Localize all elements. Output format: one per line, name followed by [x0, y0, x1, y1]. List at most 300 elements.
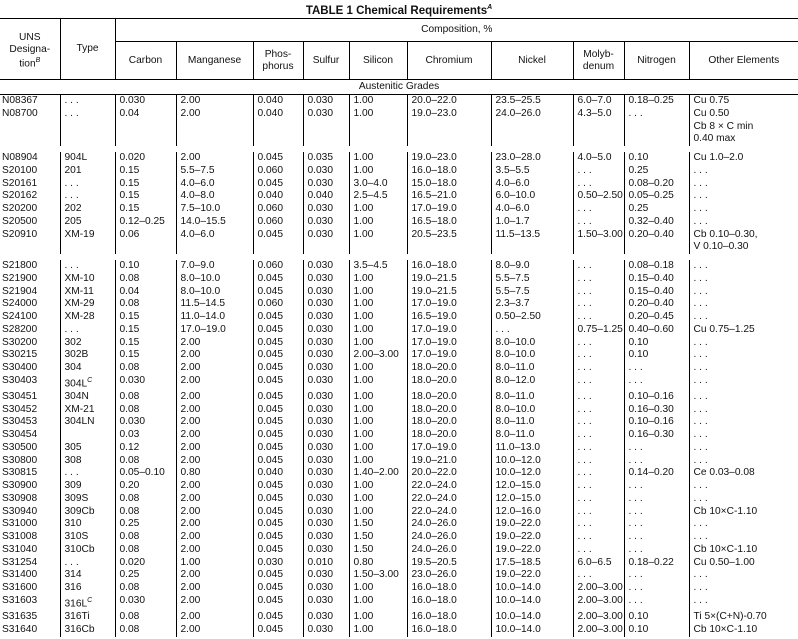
- uns-cell: S31000: [2, 518, 38, 530]
- sulfur-cell: [303, 133, 349, 146]
- nickel-cell: . . .: [491, 324, 573, 337]
- type-value: 302B: [64, 349, 89, 361]
- uns-cell: S30940: [2, 505, 38, 517]
- table-row: [0, 624, 798, 637]
- type-value: 310Cb: [64, 543, 95, 555]
- chromium-cell: 18.0–20.0: [407, 362, 491, 375]
- uns-cell: N08367: [2, 95, 38, 106]
- type-cell: [60, 298, 115, 311]
- type-cell: [60, 531, 115, 544]
- chromium-cell: 18.0–20.0: [407, 375, 491, 391]
- molybdenum-cell: [573, 133, 624, 146]
- sulfur-header: Sulfur: [303, 42, 349, 80]
- manganese-cell: 2.00: [176, 531, 253, 544]
- molybdenum-cell: 4.0–5.0: [573, 152, 624, 165]
- type-cell: [60, 121, 115, 134]
- manganese-cell: [176, 133, 253, 146]
- type-value: 314: [64, 569, 82, 581]
- carbon-cell: 0.05–0.10: [115, 467, 176, 480]
- nitrogen-cell: 0.10: [624, 349, 689, 362]
- type-value: 202: [64, 203, 82, 214]
- type-value: 304N: [64, 390, 89, 402]
- molybdenum-cell: . . .: [573, 391, 624, 404]
- other-elements-cell: Cb 10×C-1.10: [689, 506, 798, 519]
- nickel-cell: 23.5–25.5: [491, 95, 573, 108]
- uns-cell: S30500: [2, 441, 38, 453]
- silicon-cell: [349, 121, 407, 134]
- silicon-cell: 1.00: [349, 442, 407, 455]
- carbon-cell: 0.10: [115, 260, 176, 273]
- nickel-cell: 24.0–26.0: [491, 108, 573, 121]
- nitrogen-cell: [624, 121, 689, 134]
- carbon-cell: 0.08: [115, 611, 176, 624]
- table-row: [0, 178, 798, 191]
- nitrogen-cell: 0.08–0.20: [624, 178, 689, 191]
- nickel-cell: 8.0–11.0: [491, 391, 573, 404]
- type-value: 205: [64, 215, 82, 227]
- nitrogen-cell: . . .: [624, 362, 689, 375]
- nitrogen-cell: . . .: [624, 531, 689, 544]
- other-elements-cell: . . .: [689, 531, 798, 544]
- manganese-cell: 1.00: [176, 557, 253, 570]
- uns-cell: S30400: [2, 362, 38, 373]
- carbon-cell: 0.04: [115, 108, 176, 121]
- phosphorus-cell: 0.045: [253, 624, 303, 637]
- nickel-cell: 11.5–13.5: [491, 229, 573, 242]
- carbon-cell: 0.08: [115, 506, 176, 519]
- phosphorus-cell: 0.045: [253, 362, 303, 375]
- chromium-cell: 17.0–19.0: [407, 442, 491, 455]
- type-header: Type: [60, 19, 115, 80]
- molybdenum-cell: . . .: [573, 273, 624, 286]
- type-value: . . .: [64, 190, 79, 202]
- nitrogen-header: Nitrogen: [624, 42, 689, 80]
- silicon-cell: 1.00: [349, 152, 407, 165]
- nitrogen-cell: . . .: [624, 506, 689, 519]
- chromium-cell: 16.0–18.0: [407, 611, 491, 624]
- silicon-cell: 1.00: [349, 611, 407, 624]
- other-elements-cell: . . .: [689, 480, 798, 493]
- sulfur-cell: 0.030: [303, 178, 349, 191]
- manganese-cell: 2.00: [176, 595, 253, 611]
- nitrogen-cell: 0.20–0.40: [624, 229, 689, 242]
- nickel-cell: 5.5–7.5: [491, 273, 573, 286]
- nickel-cell: 10.0–14.0: [491, 611, 573, 624]
- other-elements-cell: Cb 10×C-1.10: [689, 624, 798, 637]
- type-cell: [60, 286, 115, 299]
- type-value: . . .: [64, 177, 79, 189]
- uns-cell: S31400: [2, 569, 38, 581]
- nickel-cell: 4.0–6.0: [491, 178, 573, 191]
- carbon-cell: 0.08: [115, 298, 176, 311]
- nitrogen-cell: . . .: [624, 518, 689, 531]
- carbon-cell: 0.08: [115, 455, 176, 468]
- manganese-cell: 2.00: [176, 493, 253, 506]
- molybdenum-cell: 0.75–1.25: [573, 324, 624, 337]
- table-row: [0, 595, 798, 611]
- sulfur-cell: 0.030: [303, 404, 349, 417]
- phosphorus-cell: 0.060: [253, 203, 303, 216]
- phosphorus-cell: 0.045: [253, 416, 303, 429]
- molybdenum-cell: . . .: [573, 337, 624, 350]
- other-elements-cell: Cu 0.50–1.00: [689, 557, 798, 570]
- nickel-cell: [491, 133, 573, 146]
- section-label: Austenitic Grades: [0, 80, 798, 95]
- type-cell: [60, 273, 115, 286]
- uns-header-line2: Designa-: [9, 43, 51, 55]
- table-row: [0, 569, 798, 582]
- type-value: . . .: [64, 107, 79, 119]
- nickel-cell: 1.0–1.7: [491, 216, 573, 229]
- carbon-cell: 0.15: [115, 337, 176, 350]
- uns-header-line1: UNS: [18, 32, 41, 44]
- silicon-cell: 1.00: [349, 582, 407, 595]
- carbon-cell: 0.020: [115, 152, 176, 165]
- nickel-cell: 19.0–22.0: [491, 544, 573, 557]
- phosphorus-header: Phos- phorus: [253, 42, 303, 80]
- carbon-cell: 0.030: [115, 416, 176, 429]
- nitrogen-cell: 0.20–0.45: [624, 311, 689, 324]
- other-elements-cell: Cu 1.0–2.0: [689, 152, 798, 165]
- type-cell: [60, 311, 115, 324]
- nickel-cell: 12.0–15.0: [491, 493, 573, 506]
- manganese-cell: 2.00: [176, 442, 253, 455]
- nitrogen-cell: 0.10: [624, 152, 689, 165]
- type-value: . . .: [64, 323, 79, 335]
- nickel-cell: 10.0–14.0: [491, 582, 573, 595]
- manganese-cell: 7.5–10.0: [176, 203, 253, 216]
- uns-header-footnote: B: [35, 57, 41, 65]
- nitrogen-cell: . . .: [624, 455, 689, 468]
- chromium-cell: 22.0–24.0: [407, 506, 491, 519]
- type-value: 305: [64, 441, 82, 453]
- other-elements-cell: . . .: [689, 273, 798, 286]
- manganese-cell: 2.00: [176, 349, 253, 362]
- phosphorus-cell: 0.045: [253, 349, 303, 362]
- table-row: [0, 416, 798, 429]
- type-cell: [60, 95, 115, 108]
- type-value: XM-29: [64, 298, 95, 310]
- nitrogen-cell: 0.25: [624, 165, 689, 178]
- phosphorus-cell: 0.045: [253, 611, 303, 624]
- manganese-cell: 4.0–8.0: [176, 190, 253, 203]
- type-value: 308: [64, 454, 82, 466]
- type-cell: [60, 480, 115, 493]
- manganese-cell: 2.00: [176, 152, 253, 165]
- table-row: [0, 518, 798, 531]
- sulfur-cell: 0.030: [303, 286, 349, 299]
- nickel-cell: 4.0–6.0: [491, 203, 573, 216]
- silicon-cell: 1.00: [349, 391, 407, 404]
- type-cell: [60, 429, 115, 442]
- table-row: [0, 108, 798, 121]
- chromium-cell: 16.5–19.0: [407, 311, 491, 324]
- chromium-cell: 16.0–18.0: [407, 624, 491, 637]
- chromium-cell: 18.0–20.0: [407, 429, 491, 442]
- carbon-cell: 0.15: [115, 311, 176, 324]
- type-cell: [60, 611, 115, 624]
- carbon-cell: 0.25: [115, 569, 176, 582]
- type-value: XM-21: [64, 403, 95, 415]
- manganese-cell: 4.0–6.0: [176, 178, 253, 191]
- manganese-cell: 2.00: [176, 544, 253, 557]
- carbon-cell: 0.030: [115, 95, 176, 108]
- nitrogen-cell: . . .: [624, 375, 689, 391]
- chromium-cell: 22.0–24.0: [407, 493, 491, 506]
- manganese-cell: 2.00: [176, 582, 253, 595]
- type-value: 302: [64, 336, 82, 348]
- type-value: . . .: [64, 95, 79, 106]
- phosphorus-cell: 0.045: [253, 480, 303, 493]
- nickel-cell: 17.5–18.5: [491, 557, 573, 570]
- type-cell: [60, 152, 115, 165]
- nitrogen-cell: . . .: [624, 493, 689, 506]
- uns-cell: S31640: [2, 623, 38, 635]
- table-row: [0, 260, 798, 273]
- silicon-cell: 1.00: [349, 324, 407, 337]
- manganese-cell: 2.00: [176, 506, 253, 519]
- phosphorus-cell: 0.045: [253, 429, 303, 442]
- molybdenum-cell: . . .: [573, 286, 624, 299]
- nitrogen-cell: 0.10: [624, 624, 689, 637]
- sulfur-cell: 0.030: [303, 311, 349, 324]
- phosphorus-cell: 0.040: [253, 190, 303, 203]
- sulfur-cell: 0.030: [303, 467, 349, 480]
- sulfur-cell: 0.030: [303, 531, 349, 544]
- phosphorus-cell: 0.045: [253, 391, 303, 404]
- other-elements-header: Other Elements: [689, 42, 798, 80]
- type-value: XM-19: [64, 228, 95, 240]
- manganese-cell: 7.0–9.0: [176, 260, 253, 273]
- uns-cell: [0, 241, 60, 254]
- chromium-cell: 18.0–20.0: [407, 416, 491, 429]
- chromium-cell: 24.0–26.0: [407, 531, 491, 544]
- uns-cell: S24100: [2, 311, 38, 322]
- phosphorus-cell: 0.040: [253, 467, 303, 480]
- manganese-cell: 8.0–10.0: [176, 286, 253, 299]
- silicon-cell: 1.00: [349, 404, 407, 417]
- other-elements-cell: 0.40 max: [689, 133, 798, 146]
- type-cell: [60, 557, 115, 570]
- table-row: [0, 203, 798, 216]
- nickel-cell: 0.50–2.50: [491, 311, 573, 324]
- molybdenum-cell: . . .: [573, 311, 624, 324]
- uns-cell: S30215: [2, 349, 38, 361]
- chromium-cell: 17.0–19.0: [407, 298, 491, 311]
- type-cell: [60, 582, 115, 595]
- table-row: [0, 480, 798, 493]
- sulfur-cell: 0.030: [303, 324, 349, 337]
- type-cell: [60, 624, 115, 637]
- uns-cell: S30908: [2, 492, 38, 504]
- table-row: [0, 442, 798, 455]
- nitrogen-cell: 0.32–0.40: [624, 216, 689, 229]
- other-elements-cell: . . .: [689, 216, 798, 229]
- silicon-cell: 1.00: [349, 480, 407, 493]
- nickel-cell: 10.0–14.0: [491, 595, 573, 611]
- carbon-cell: 0.08: [115, 391, 176, 404]
- sulfur-cell: 0.030: [303, 362, 349, 375]
- type-cell: [60, 337, 115, 350]
- molybdenum-cell: 4.3–5.0: [573, 108, 624, 121]
- carbon-cell: 0.08: [115, 531, 176, 544]
- nickel-cell: 11.0–13.0: [491, 442, 573, 455]
- table-row: [0, 311, 798, 324]
- nickel-cell: 8.0–11.0: [491, 362, 573, 375]
- molybdenum-cell: . . .: [573, 442, 624, 455]
- nitrogen-cell: 0.25: [624, 203, 689, 216]
- table-row: [0, 506, 798, 519]
- carbon-cell: 0.12: [115, 442, 176, 455]
- sulfur-cell: 0.030: [303, 416, 349, 429]
- phosphorus-cell: 0.045: [253, 582, 303, 595]
- carbon-cell: 0.15: [115, 324, 176, 337]
- silicon-cell: 1.00: [349, 311, 407, 324]
- phosphorus-cell: 0.040: [253, 95, 303, 108]
- manganese-cell: 2.00: [176, 95, 253, 108]
- carbon-cell: 0.06: [115, 229, 176, 242]
- chromium-cell: 24.0–26.0: [407, 518, 491, 531]
- sulfur-cell: 0.030: [303, 493, 349, 506]
- chromium-cell: 15.0–18.0: [407, 178, 491, 191]
- nickel-cell: 10.0–14.0: [491, 624, 573, 637]
- table-title: [0, 0, 798, 18]
- sulfur-cell: 0.030: [303, 260, 349, 273]
- nitrogen-cell: 0.14–0.20: [624, 467, 689, 480]
- type-value: 309S: [64, 492, 89, 504]
- table-row: [0, 531, 798, 544]
- silicon-cell: 1.00: [349, 216, 407, 229]
- sulfur-cell: [303, 121, 349, 134]
- silicon-cell: 1.00: [349, 286, 407, 299]
- manganese-cell: 2.00: [176, 611, 253, 624]
- nitrogen-cell: . . .: [624, 544, 689, 557]
- table-row: [0, 95, 798, 108]
- nitrogen-cell: 0.10: [624, 337, 689, 350]
- table-row: [0, 544, 798, 557]
- type-value: XM-11: [64, 285, 94, 297]
- sulfur-cell: 0.030: [303, 203, 349, 216]
- nickel-cell: 3.5–5.5: [491, 165, 573, 178]
- section-row: [0, 80, 798, 95]
- nickel-cell: 19.0–22.0: [491, 531, 573, 544]
- type-cell: [60, 108, 115, 121]
- carbon-cell: 0.020: [115, 557, 176, 570]
- uns-cell: [0, 133, 60, 146]
- nickel-cell: 5.5–7.5: [491, 286, 573, 299]
- carbon-cell: 0.04: [115, 286, 176, 299]
- other-elements-cell: . . .: [689, 391, 798, 404]
- manganese-cell: 2.00: [176, 518, 253, 531]
- type-cell: [60, 362, 115, 375]
- silicon-cell: 1.00: [349, 416, 407, 429]
- molybdenum-cell: 2.00–3.00: [573, 624, 624, 637]
- type-cell: [60, 493, 115, 506]
- manganese-cell: 2.00: [176, 429, 253, 442]
- uns-cell: S30815: [2, 467, 38, 479]
- carbon-cell: 0.030: [115, 375, 176, 391]
- molybdenum-cell: . . .: [573, 416, 624, 429]
- sulfur-cell: 0.030: [303, 506, 349, 519]
- chromium-cell: 22.0–24.0: [407, 480, 491, 493]
- nickel-cell: 8.0–11.0: [491, 416, 573, 429]
- nickel-cell: 6.0–10.0: [491, 190, 573, 203]
- type-cell: [60, 416, 115, 429]
- uns-cell: S30452: [2, 403, 38, 415]
- table-row: [0, 298, 798, 311]
- chromium-cell: 18.0–20.0: [407, 391, 491, 404]
- other-elements-cell: . . .: [689, 298, 798, 311]
- nitrogen-cell: . . .: [624, 108, 689, 121]
- molybdenum-cell: . . .: [573, 404, 624, 417]
- carbon-cell: 0.030: [115, 595, 176, 611]
- silicon-cell: 2.00–3.00: [349, 349, 407, 362]
- phosphorus-cell: [253, 241, 303, 254]
- uns-cell: S28200: [2, 323, 38, 335]
- molybdenum-cell: [573, 241, 624, 254]
- nitrogen-cell: 0.10: [624, 611, 689, 624]
- molybdenum-cell: 1.50–3.00: [573, 229, 624, 242]
- type-value: 304: [64, 362, 82, 373]
- nickel-cell: 12.0–16.0: [491, 506, 573, 519]
- table-row: [0, 286, 798, 299]
- phosphorus-cell: 0.045: [253, 152, 303, 165]
- chromium-header: Chromium: [407, 42, 491, 80]
- other-elements-cell: Ce 0.03–0.08: [689, 467, 798, 480]
- type-cell: [60, 165, 115, 178]
- uns-header-line3: tion: [19, 58, 36, 70]
- sulfur-cell: 0.035: [303, 152, 349, 165]
- sulfur-cell: [303, 241, 349, 254]
- molybdenum-cell: 2.00–3.00: [573, 595, 624, 611]
- nitrogen-cell: 0.10–0.16: [624, 391, 689, 404]
- nitrogen-cell: 0.05–0.25: [624, 190, 689, 203]
- uns-cell: N08904: [2, 152, 38, 163]
- table-row: [0, 611, 798, 624]
- phosphorus-cell: 0.045: [253, 273, 303, 286]
- molybdenum-cell: . . .: [573, 518, 624, 531]
- nickel-cell: [491, 241, 573, 254]
- sulfur-cell: 0.030: [303, 569, 349, 582]
- type-value: 201: [64, 164, 82, 176]
- nitrogen-cell: 0.15–0.40: [624, 286, 689, 299]
- phosphorus-cell: 0.045: [253, 544, 303, 557]
- sulfur-cell: 0.030: [303, 298, 349, 311]
- silicon-cell: 1.00: [349, 337, 407, 350]
- uns-cell: S20200: [2, 203, 38, 214]
- phosphorus-cell: 0.045: [253, 493, 303, 506]
- chromium-cell: 23.0–26.0: [407, 569, 491, 582]
- type-cell: [60, 133, 115, 146]
- type-cell: [60, 349, 115, 362]
- other-elements-cell: . . .: [689, 362, 798, 375]
- other-elements-cell: . . .: [689, 416, 798, 429]
- phosphorus-cell: 0.045: [253, 311, 303, 324]
- silicon-cell: 1.00: [349, 298, 407, 311]
- sulfur-cell: 0.030: [303, 349, 349, 362]
- molybdenum-cell: 2.00–3.00: [573, 611, 624, 624]
- nickel-cell: 8.0–11.0: [491, 429, 573, 442]
- sulfur-cell: 0.030: [303, 455, 349, 468]
- table-body: [0, 80, 798, 637]
- carbon-cell: 0.15: [115, 165, 176, 178]
- sulfur-cell: 0.030: [303, 95, 349, 108]
- table-row: [0, 429, 798, 442]
- chromium-cell: 16.5–21.0: [407, 190, 491, 203]
- type-value: 309: [64, 480, 82, 492]
- molybdenum-cell: . . .: [573, 298, 624, 311]
- sulfur-cell: 0.030: [303, 273, 349, 286]
